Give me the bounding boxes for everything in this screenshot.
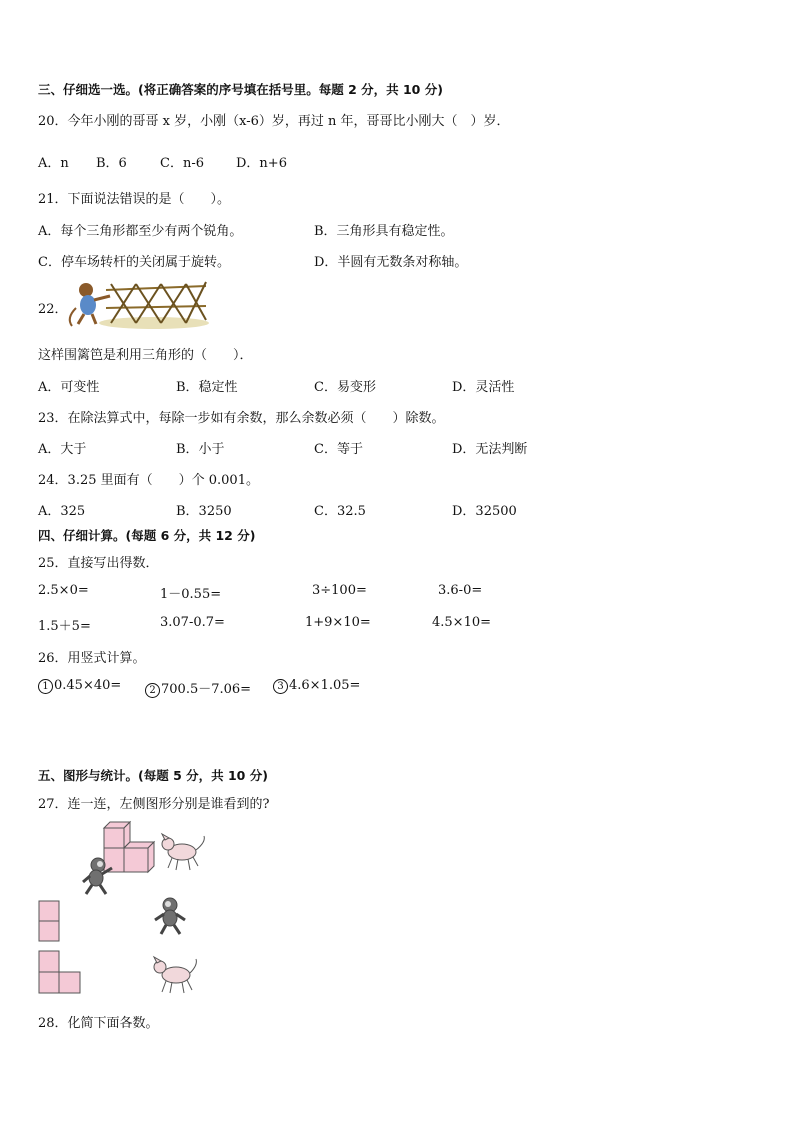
q26-item-2 (145, 678, 251, 698)
monkey-icon (80, 856, 114, 896)
circled-number: 1 (38, 679, 53, 694)
q21-option-c: C．停车场转杆的关闭属于旋转。 (38, 255, 230, 270)
q20-option-d: D．n+6 (236, 156, 287, 171)
monkey-fence-illustration (66, 278, 208, 330)
q25-item: 2.5×0= (38, 583, 89, 598)
q23-option-d: D．无法判断 (452, 442, 528, 457)
section-5-title: 五、图形与统计。(每题 5 分，共 10 分) (38, 768, 268, 783)
dog-icon (160, 832, 208, 872)
q21-option-a: A．每个三角形都至少有两个锐角。 (38, 224, 243, 239)
q22-option-d: D．灵活性 (452, 380, 515, 395)
monkey-icon (152, 896, 188, 936)
section-4-title: 四、仔细计算。(每题 6 分，共 12 分) (38, 528, 256, 543)
q25-item: 1+9×10= (305, 615, 371, 630)
q22-number: 22． (38, 302, 68, 317)
q25-item: 1.5＋5= (38, 619, 91, 634)
q24-option-c: C．32.5 (314, 504, 366, 519)
q26-item-text: 0.45×40= (54, 678, 122, 693)
q23-option-c: C．等于 (314, 442, 363, 457)
q27-stem: 27．连一连，左侧图形分别是谁看到的? (38, 797, 270, 812)
cube-column-figure (38, 900, 62, 944)
q22-option-c: C．易变形 (314, 380, 376, 395)
q25-item: 1－0.55= (160, 587, 222, 602)
q26-stem: 26．用竖式计算。 (38, 651, 146, 666)
q23-stem: 23．在除法算式中，每除一步如有余数，那么余数必须（ ）除数。 (38, 411, 445, 426)
q20-stem: 20．今年小刚的哥哥 x 岁，小刚（x-6）岁，再过 n 年，哥哥比小刚大（ ）岁． (38, 114, 510, 129)
q26-item-text: 4.6×1.05= (289, 678, 361, 693)
q21-stem: 21．下面说法错误的是（ ）。 (38, 192, 231, 207)
q20-option-c: C．n-6 (160, 156, 204, 171)
q23-option-a: A．大于 (38, 442, 87, 457)
q26-item-1 (38, 678, 121, 694)
dog-icon (150, 955, 200, 995)
q28-stem: 28．化简下面各数。 (38, 1016, 159, 1031)
q20-option-b: B．6 (96, 156, 127, 171)
q25-stem: 25．直接写出得数． (38, 556, 159, 571)
q22-option-a: A．可变性 (38, 380, 100, 395)
q20-option-a: A．n (38, 156, 69, 171)
q22-stem: 这样围篱笆是利用三角形的（ ）． (38, 348, 253, 363)
cube-l-figure (38, 950, 84, 996)
q24-stem: 24．3.25 里面有（ ）个 0.001。 (38, 473, 259, 488)
q21-option-b: B．三角形具有稳定性。 (314, 224, 454, 239)
circled-number: 2 (145, 683, 160, 698)
q25-item: 3.07-0.7= (160, 615, 225, 630)
section-3-title: 三、仔细选一选。(将正确答案的序号填在括号里。每题 2 分，共 10 分) (38, 82, 443, 97)
q23-option-b: B．小于 (176, 442, 225, 457)
q24-option-b: B．3250 (176, 504, 232, 519)
q25-item: 3.6-0= (438, 583, 483, 598)
circled-number: 3 (273, 679, 288, 694)
q26-item-3 (273, 678, 360, 694)
q22-option-b: B．稳定性 (176, 380, 238, 395)
q25-item: 3÷100= (312, 583, 367, 598)
q24-option-d: D．32500 (452, 504, 517, 519)
q21-option-d: D．半圆有无数条对称轴。 (314, 255, 468, 270)
q25-item: 4.5×10= (432, 615, 492, 630)
q26-item-text: 700.5－7.06= (161, 682, 252, 697)
q24-option-a: A．325 (38, 504, 86, 519)
